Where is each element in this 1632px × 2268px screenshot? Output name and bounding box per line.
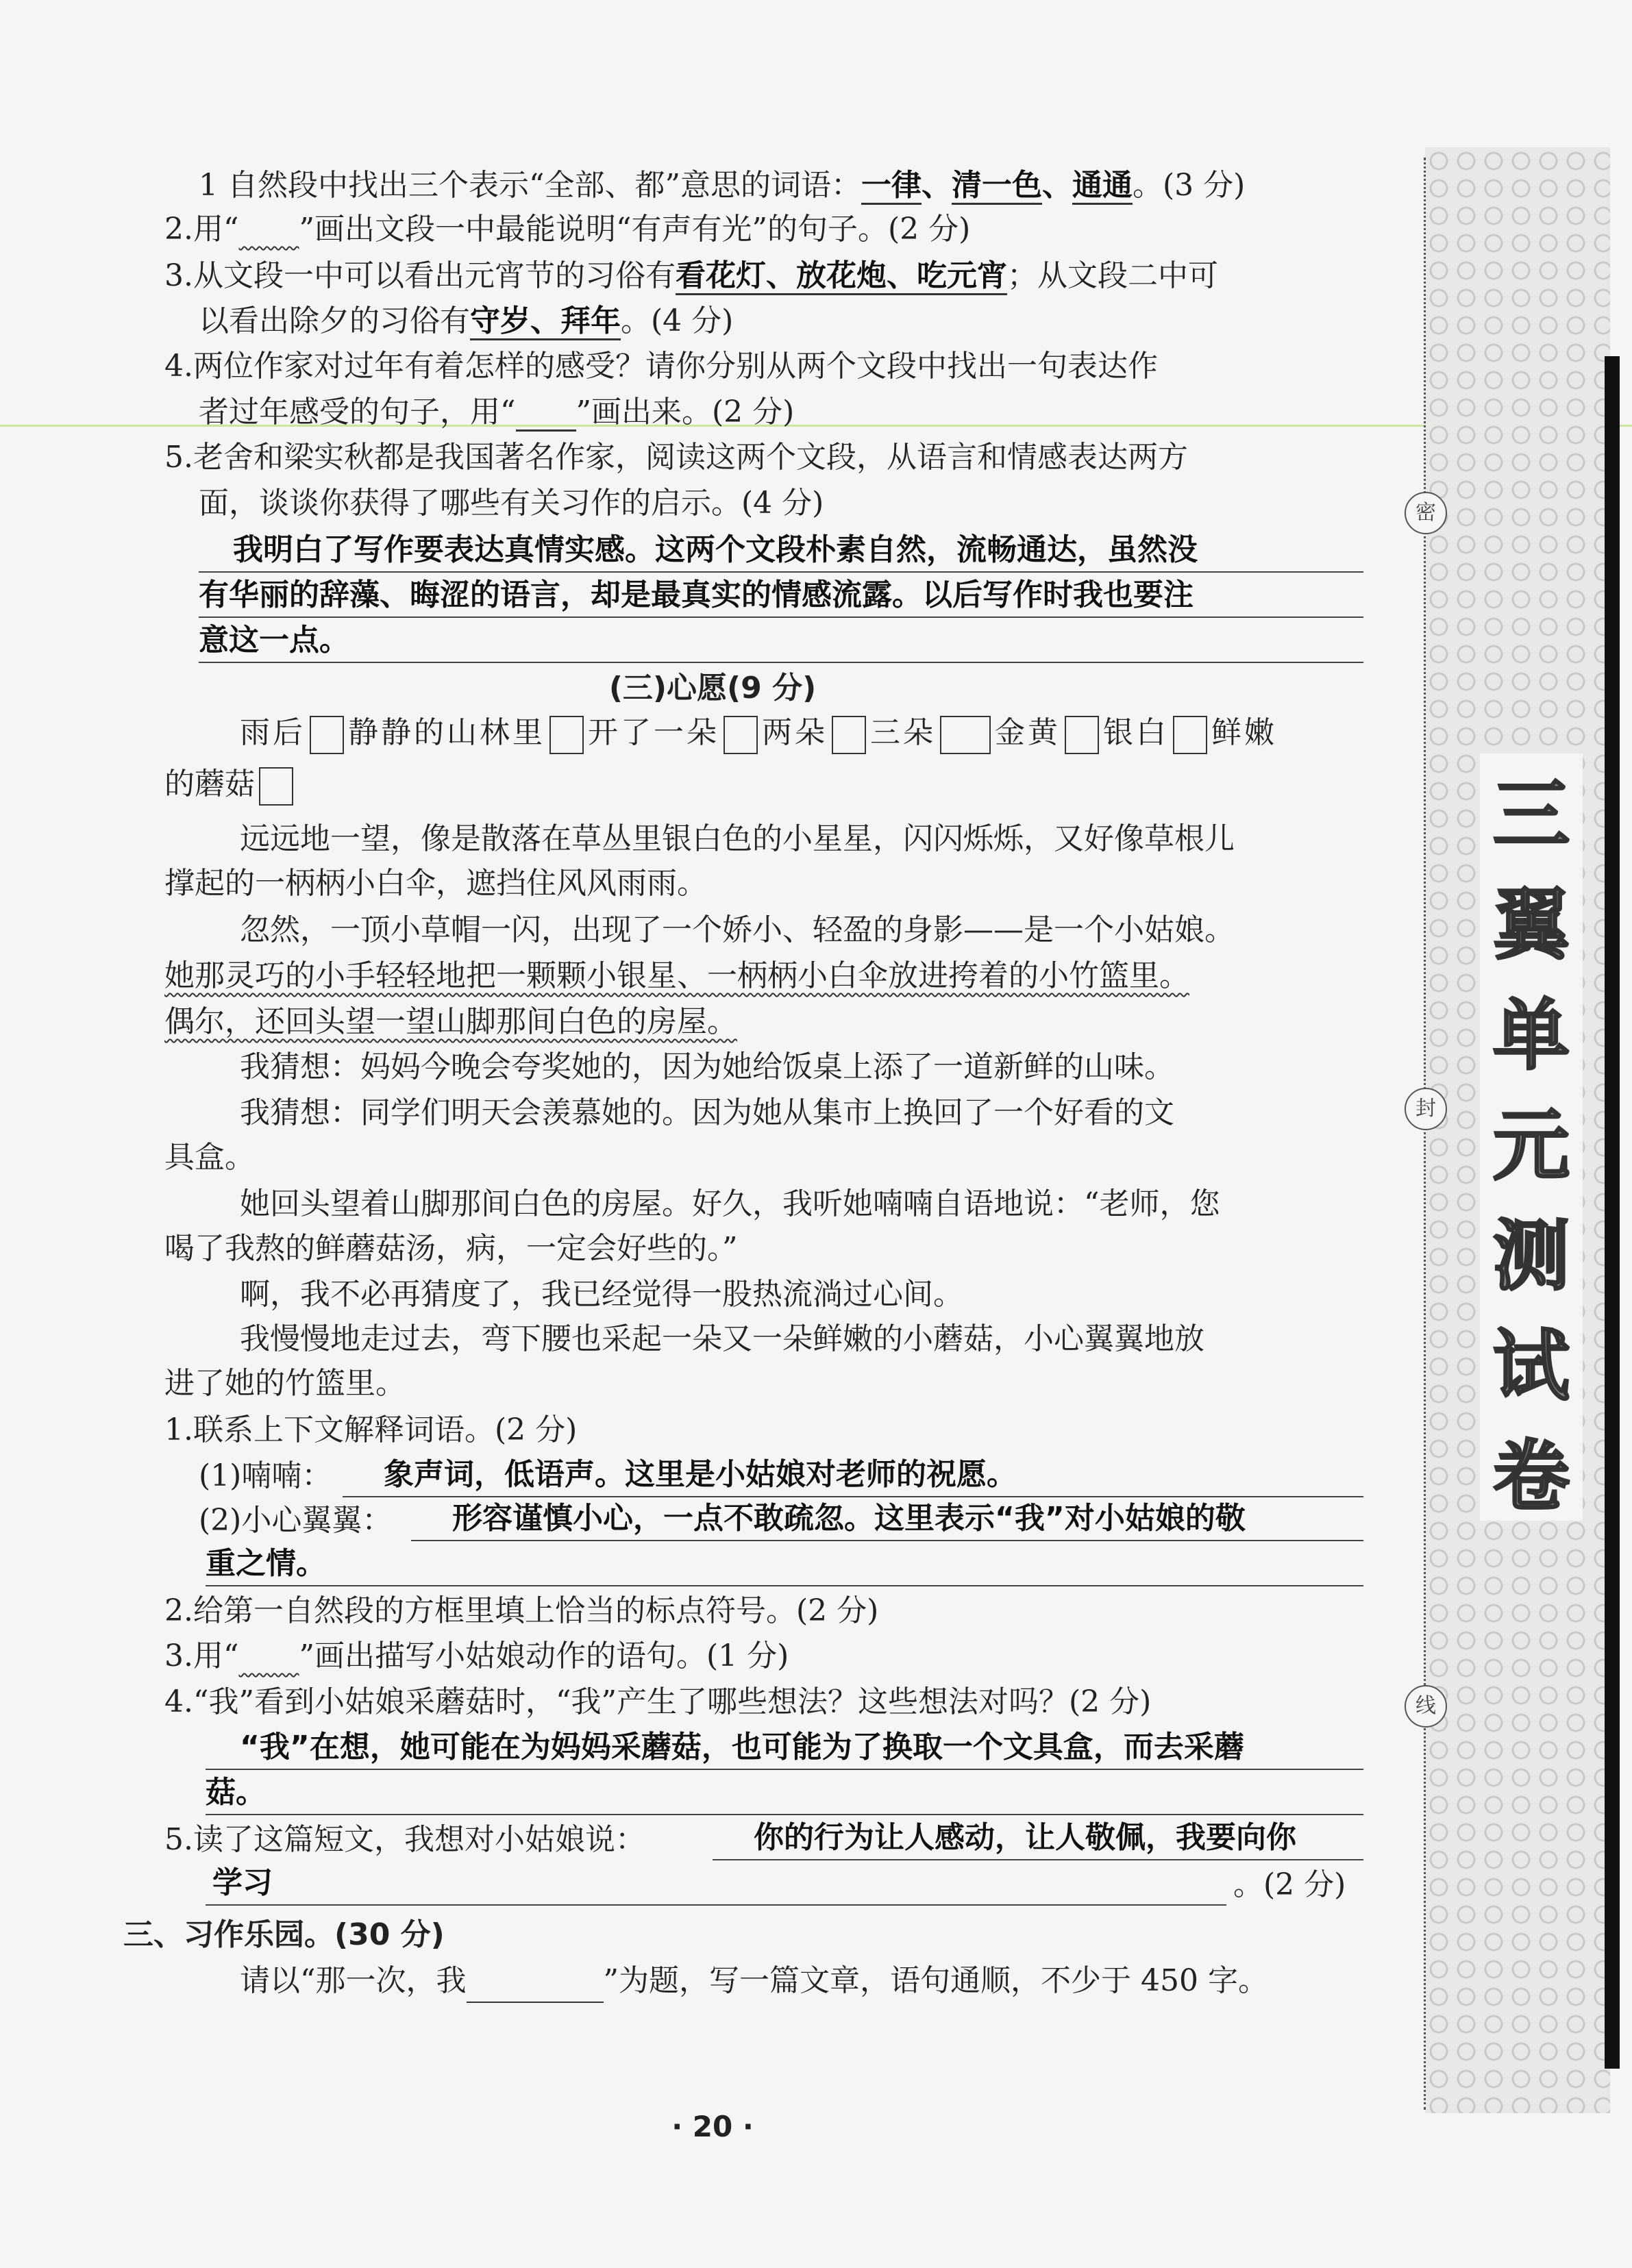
- reading-q1b-answer-2: 重之情。: [206, 1546, 326, 1581]
- reading-q1: 1.联系上下文解释词语。(2 分): [164, 1412, 578, 1447]
- passage-p2-line-2: 撑起的一柄柄小白伞，遮挡住风风雨雨。: [164, 866, 707, 901]
- punct-box-3: [724, 716, 758, 754]
- punct-box-4: [832, 716, 866, 754]
- passage-p5-line-1: 我猜想：同学们明天会羡慕她的。因为她从集市上换回了一个好看的文: [240, 1095, 1174, 1130]
- title-char-1: 三: [1493, 771, 1570, 860]
- title-char-6: 试: [1493, 1322, 1570, 1411]
- seal-xian: 线: [1405, 1685, 1447, 1728]
- sidebar-title: [1480, 753, 1583, 1521]
- passage-p1-line-1: 雨后 静静的山林里 开了一朵 两朵 三朵 金黄 银白 鲜嫩: [240, 712, 1277, 754]
- q4-line-1: 4.两位作家对过年有着怎样的感受？请你分别从两个文段中找出一句表达作: [164, 349, 1158, 384]
- seal-mi: 密: [1405, 492, 1447, 534]
- q1-answer-1: 一律: [861, 168, 922, 205]
- punct-box-2: [549, 716, 584, 754]
- q5-answer-line-2: 有华丽的辞藻、晦涩的语言，却是最真实的情感流露。以后写作时我也要注: [199, 577, 1194, 612]
- reading-q4-answer-2: 菇。: [206, 1775, 266, 1810]
- reading-q5-answer-2: 学习: [212, 1865, 273, 1900]
- passage-p8-line-2: 进了她的竹篮里。: [164, 1366, 406, 1401]
- passage-p5-line-2: 具盒。: [164, 1140, 255, 1175]
- q5-line-1: 5.老舍和梁实秋都是我国著名作家，阅读这两个文段，从语言和情感表达两方: [164, 440, 1188, 475]
- title-char-2: 翼: [1493, 881, 1570, 970]
- reading-q2: 2.给第一自然段的方框里填上恰当的标点符号。(2 分): [164, 1593, 879, 1628]
- title-char-4: 元: [1493, 1101, 1570, 1191]
- q3-line-2: 以看出除夕的习俗有守岁、拜年。(4 分): [199, 300, 733, 342]
- punct-box-6: [1065, 716, 1099, 754]
- reading-q5-score: 。(2 分): [1233, 1867, 1346, 1902]
- reading-q4: 4.“我”看到小姑娘采蘑菇时，“我”产生了哪些想法？这些想法对吗？(2 分): [164, 1684, 1152, 1719]
- passage-p2-line-1: 远远地一望，像是散落在草丛里银白色的小星星，闪闪烁烁，又好像草根儿: [240, 821, 1235, 856]
- reading-q5-answer-1: 你的行为让人感动，让人敬佩，我要向你: [754, 1820, 1296, 1855]
- q3-answer-1: 看花灯、放花炮、吃元宵: [676, 258, 1007, 295]
- punct-box-8: [259, 767, 293, 806]
- reading-q4-answer-1: “我”在想，她可能在为妈妈采蘑菇，也可能为了换取一个文具盒，而去采蘑: [240, 1730, 1244, 1765]
- title-char-7: 卷: [1493, 1432, 1570, 1521]
- title-char-5: 测: [1493, 1212, 1570, 1301]
- punct-box-7: [1173, 716, 1207, 754]
- q1-line: 1 自然段中找出三个表示“全部、都”意思的词语：一律、清一色、通通。(3 分): [199, 164, 1245, 207]
- q3-line-1: 3.从文段一中可以看出元宵节的习俗有看花灯、放花炮、吃元宵；从文段二中可: [164, 255, 1218, 297]
- punct-box-1: [310, 716, 344, 754]
- reading-q1a-answer: 象声词，低语声。这里是小姑娘对老师的祝愿。: [384, 1457, 1017, 1492]
- passage-p1-line-2: 的蘑菇: [164, 764, 297, 806]
- seal-feng: 封: [1405, 1088, 1447, 1130]
- passage-p6-line-2: 喝了我熬的鲜蘑菇汤，病，一定会好些的。”: [164, 1231, 738, 1266]
- q2-line: 2.用“ ”画出文段一中最能说明“有声有光”的句子。(2 分): [164, 212, 971, 247]
- q5-line-2: 面，谈谈你获得了哪些有关习作的启示。(4 分): [199, 486, 824, 521]
- passage-p3-line-3: 偶尔，还回头望一望山脚那间白色的房屋。: [164, 1004, 737, 1039]
- q1-answer-3: 通通: [1072, 168, 1133, 205]
- reading-q1b-answer-1: 形容谨慎小心，一点不敢疏忽。这里表示“我”对小姑娘的敬: [452, 1501, 1246, 1536]
- punct-box-5: [940, 716, 991, 754]
- passage-p7: 啊，我不必再猜度了，我已经觉得一股热流淌过心间。: [240, 1277, 963, 1312]
- reading-q3: 3.用“ ”画出描写小姑娘动作的语句。(1 分): [164, 1638, 789, 1673]
- reading-q1b-label: (2)小心翼翼：: [199, 1503, 393, 1538]
- q5-answer-line-3: 意这一点。: [199, 623, 349, 658]
- passage-p8-line-1: 我慢慢地走过去，弯下腰也采起一朵又一朵鲜嫩的小蘑菇，小心翼翼地放: [240, 1321, 1204, 1356]
- q5-answer-line-1: 我明白了写作要表达真情实感。这两个文段朴素自然，流畅通达，虽然没: [233, 532, 1198, 567]
- q1-answer-2: 清一色: [952, 168, 1042, 205]
- q4-line-2: 者过年感受的句子，用“ ”画出来。(2 分): [199, 392, 794, 433]
- section-heading-wish: (三)心愿(9 分): [608, 671, 817, 706]
- reading-q1a-label: (1)喃喃：: [199, 1458, 332, 1493]
- page-number: · 20 ·: [671, 2110, 754, 2143]
- binding-edge: [1605, 356, 1620, 2069]
- reading-q5: 5.读了这篇短文，我想对小姑娘说：: [164, 1822, 645, 1857]
- passage-p3-line-1: 忽然，一顶小草帽一闪，出现了一个娇小、轻盈的身影——是一个小姑娘。: [240, 912, 1235, 947]
- passage-p6-line-1: 她回头望着山脚那间白色的房屋。好久，我听她喃喃自语地说：“老师，您: [240, 1186, 1220, 1221]
- writing-prompt: 请以“那一次，我 ”为题，写一篇文章，语句通顺，不少于 450 字。: [240, 1960, 1268, 2003]
- cut-line: [1424, 158, 1426, 2110]
- section-heading-writing: 三、习作乐园。(30 分): [123, 1917, 445, 1952]
- passage-p3-line-2: 她那灵巧的小手轻轻地把一颗颗小银星、一柄柄小白伞放进挎着的小竹篮里。: [164, 958, 1189, 993]
- passage-p4: 我猜想：妈妈今晚会夸奖她的，因为她给饭桌上添了一道新鲜的山味。: [240, 1049, 1174, 1084]
- q3-answer-2: 守岁、拜年: [470, 303, 621, 340]
- title-char-3: 单: [1493, 991, 1570, 1080]
